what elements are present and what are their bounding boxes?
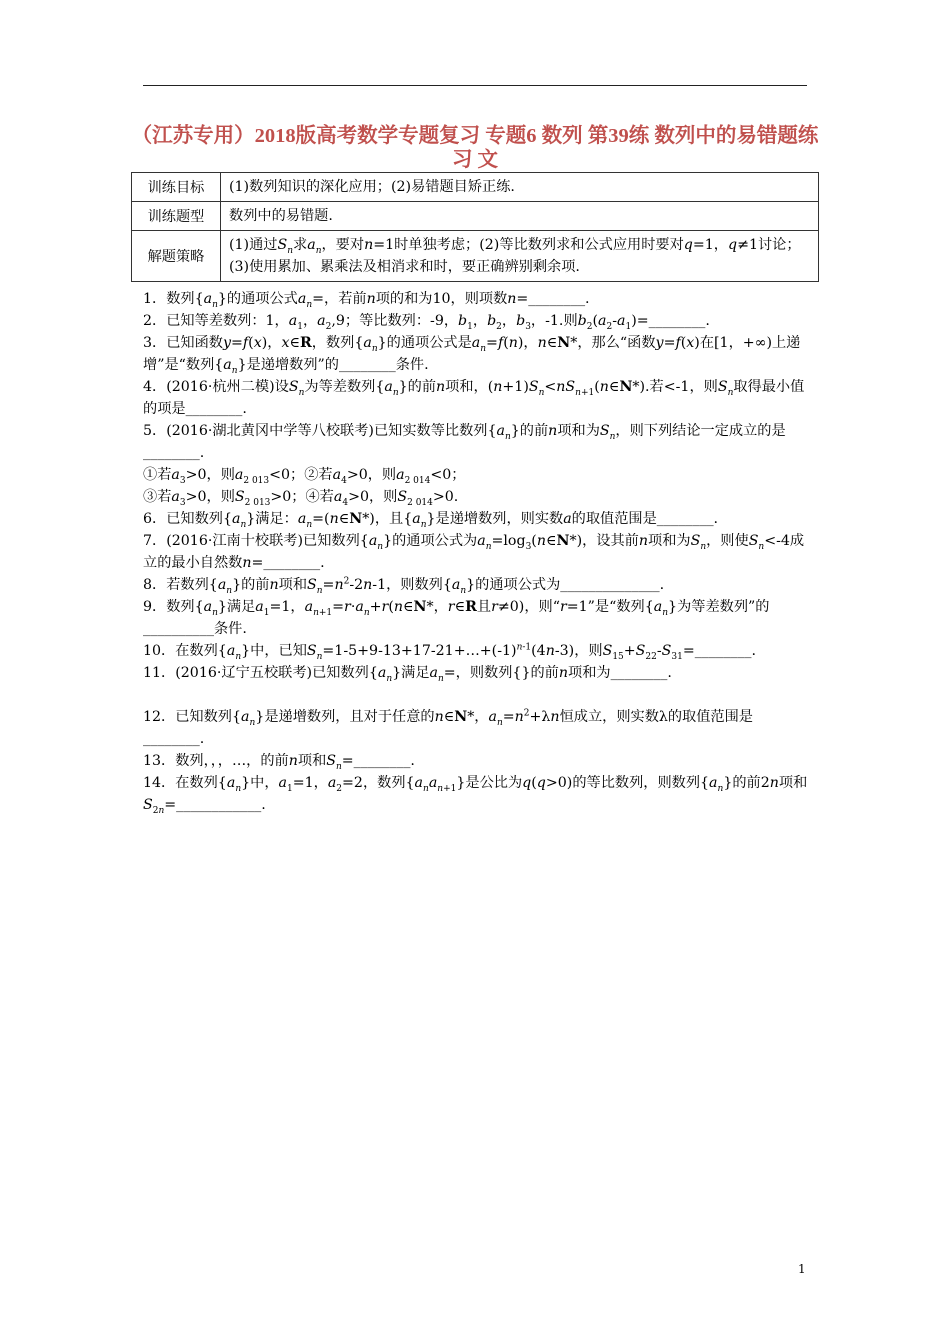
table-row — [132, 202, 819, 231]
problem-5-options-a: ①若$a_3>0$，则$a_{2 013}<0$；②若$a_4>0$，则$a_{2 014}<0$； — [143, 467, 466, 486]
problem-10: 10．在数列$\{a_n\}$中，已知$S_n=1-5+9-13+17-21+\dots+(-1)^{n-1}(4n-3)$，则$S_{15}+S_{22}-S_{31}=\_\_\_\_\_\_\_\_$. — [143, 642, 756, 662]
problem-7: 7．(2016·江南十校联考)已知数列$\{a_n\}$的通项公式为$a_n=\log_3(n\in N*)$，设其前n项和为$S_n$，则使$S_n<-4$成立的最小自然数n=________. — [143, 533, 805, 571]
training-info-table — [131, 172, 819, 282]
problem-2: 2．已知等差数列：1，$a_1$，$a_2,9$；等比数列：-9，$b_1$，$b_2$，$b_3$，-1.则$b_2(a_2-a_1)=\_\_\_\_\_\_\_\_$. — [143, 313, 710, 332]
problem-9: 9．数列$\{a_n\}$满足$a_1=1$，$a_{n+1}=r\cdot a_n+r(n\in N*$，r∈R且r≠0)，则“r=1”是“数列$\{a_n\}$为等差数列”的__________条件. — [143, 599, 770, 637]
document-title: （江苏专用）2018版高考数学专题复习 专题6 数列 第39练 数列中的易错题练习 文 — [131, 125, 819, 171]
problem-4: 4．(2016·杭州二模)设$S_n$为等差数列$\{a_n\}$的前n项和，$(n+1)S_n<nS_{n+1}(n\in N*)$.若<-1，则$S_n$取得最小值的项是________. — [143, 379, 805, 417]
row-label-goal: 训练目标 — [132, 173, 221, 202]
problem-13: 13．数列，，，…，的前n项和$S_n=\_\_\_\_\_\_\_\_$. — [143, 753, 415, 772]
problem-12: 12．已知数列$\{a_n\}$是递增数列，且对于任意的n∈N*，$a_n=n^2+\lambda n$恒成立，则实数λ的取值范围是________. — [143, 708, 753, 747]
table-row — [132, 173, 819, 202]
problem-14: 14．在数列$\{a_n\}$中，$a_1=1$，$a_2=2$，数列$\{a_na_{n+1}\}$是公比为q(q>0)的等比数列，则数列$\{a_n\}$的前2n项和$S_{2n}=\_\_\_\_\_\_\_\_\_\_\_\_$. — [143, 775, 808, 816]
problem-1: 1．数列$\{a_n\}$的通项公式$a_n=$，若前n项的和为10，则项数n=________. — [143, 291, 590, 310]
row-value-type: 数列中的易错题. — [221, 202, 819, 231]
page-number: 1 — [798, 1262, 806, 1276]
problem-5: 5．(2016·湖北黄冈中学等八校联考)已知实数等比数列$\{a_n\}$的前n项和为$S_n$，则下列结论一定成立的是________. — [143, 423, 786, 461]
row-value-goal: (1)数列知识的深化应用；(2)易错题目矫正练. — [221, 173, 819, 202]
problem-6: 6．已知数列$\{a_n\}$满足：$a_n=(n\in N*)$，且$\{a_n\}$是递增数列，则实数a的取值范围是________. — [143, 511, 719, 530]
header-rule — [143, 85, 807, 86]
problem-3: 3．已知函数y=f(x)，x∈R，数列$\{a_n\}$的通项公式是$a_n=f(n)$，n∈N*，那么“函数y=f(x)在[1，+∞)上递增”是“数列$\{a_n\}$是递增数列”的________条件. — [143, 335, 801, 376]
problem-5-options-b: ③若$a_3>0$，则$S_{2 013}>0$；④若$a_4>0$，则$S_{2 014}>0$. — [143, 489, 459, 508]
problem-list — [143, 288, 811, 816]
table-row — [132, 231, 819, 282]
row-label-strategy: 解题策略 — [132, 231, 221, 282]
problem-11: 11．(2016·辽宁五校联考)已知数列$\{a_n\}$满足$a_n=$，则数列{}的前n项和为________. — [143, 665, 672, 684]
row-value-strategy: (1)通过$S_n$求$a_n$，要对n=1时单独考虑；(2)等比数列求和公式应用时要对q=1，q≠1讨论；(3)使用累加、累乘法及相消求和时，要正确辨别剩余项. — [221, 231, 819, 282]
spacer — [143, 684, 811, 706]
problem-8: 8．若数列$\{a_n\}$的前n项和$S_n=n^2-2n-1$，则数列$\{a_n\}$的通项公式为______________. — [143, 576, 665, 596]
row-label-type: 训练题型 — [132, 202, 221, 231]
